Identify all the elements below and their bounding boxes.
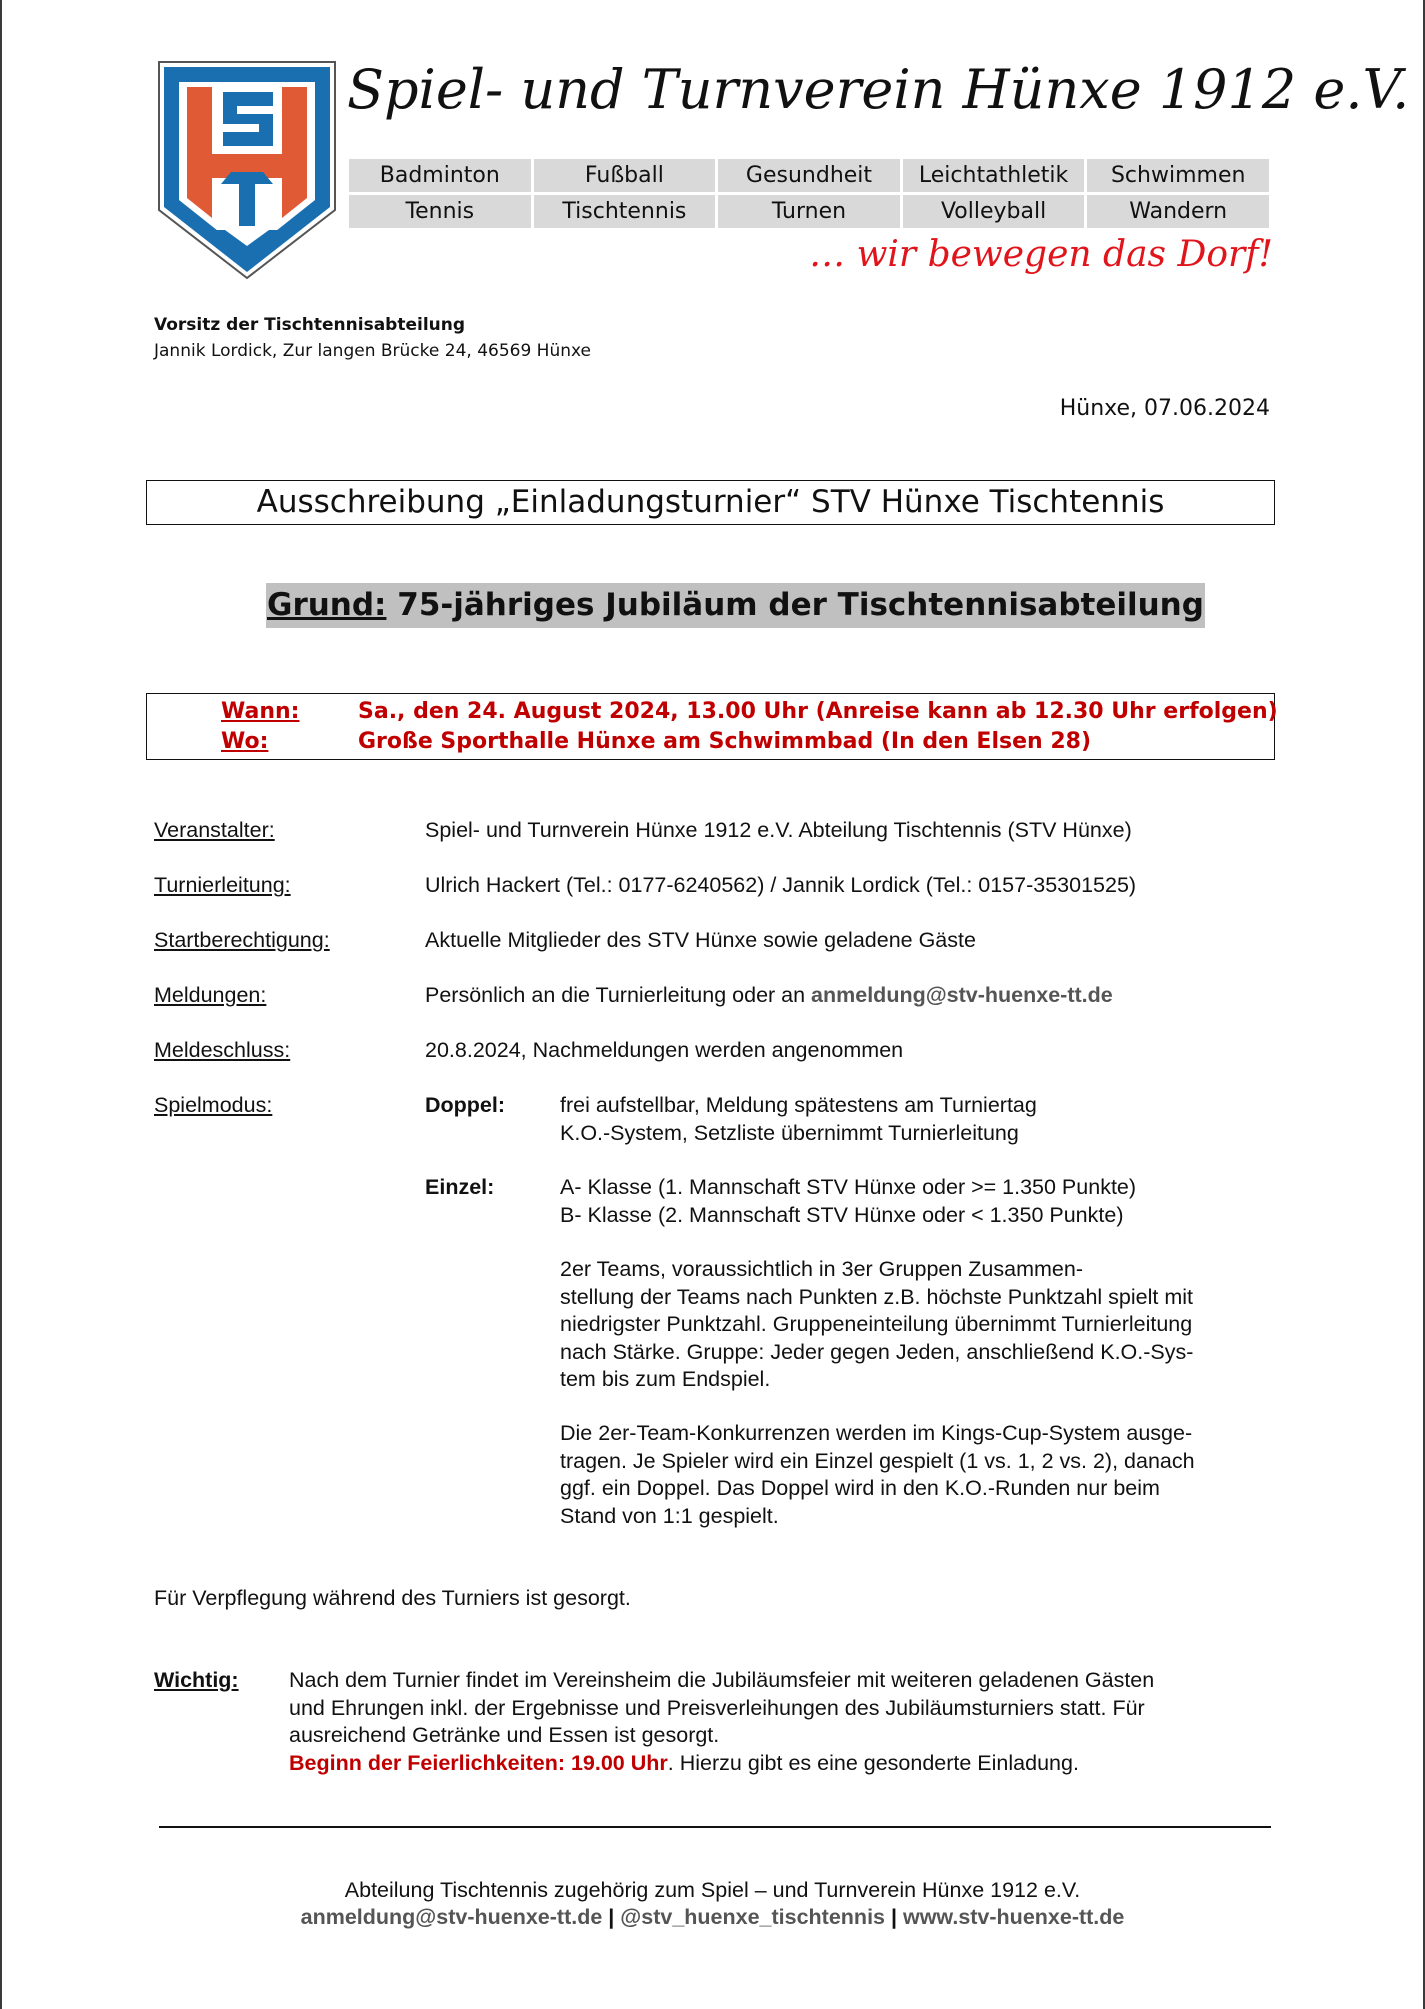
paragraph-line: stellung der Teams nach Punkten z.B. höchste Punktzahl spielt mit [560,1284,1194,1309]
important-label: Wichtig: [154,1668,239,1692]
singles-text [560,1174,1280,1229]
important-suffix: . Hierzu gibt es eine gesonderte Einladung. [667,1750,1079,1775]
important-line: Nach dem Turnier findet im Vereinsheim die Jubiläumsfeier mit weiteren geladenen Gästen [289,1668,1155,1692]
reason-banner [266,583,1205,628]
department-gesundheit[interactable]: Gesundheit [718,159,900,192]
footer-divider [159,1826,1271,1828]
club-title: Spiel- und Turnverein Hünxe 1912 e.V. [347,58,1410,121]
footer-instagram-link[interactable]: @stv_huenxe_tischtennis [620,1905,885,1929]
slogan: … wir bewegen das Dorf! [809,234,1273,275]
footer-website-link[interactable]: www.stv-huenxe-tt.de [902,1905,1125,1929]
department-turnen[interactable]: Turnen [718,195,900,228]
singles-line: B- Klasse (2. Mannschaft STV Hünxe oder < 1.350 Punkte) [560,1202,1124,1227]
paragraph-line: ggf. ein Doppel. Das Doppel wird in den K.O.-Runden nur beim [560,1476,1160,1500]
when-row [221,697,1278,727]
sender-address: Jannik Lordick, Zur langen Brücke 24, 46569 Hünxe [154,341,592,361]
kings-cup-paragraph [560,1420,1280,1530]
footer-separator: | [885,1905,903,1929]
detail-label: Turnierleitung: [154,873,291,897]
detail-value: Spiel- und Turnverein Hünxe 1912 e.V. Abteilung Tischtennis (STV Hünxe) [425,818,1132,842]
footer-email-link[interactable]: anmeldung@stv-huenxe-tt.de [300,1905,603,1929]
doubles-line: frei aufstellbar, Meldung spätestens am Turniertag [560,1093,1037,1117]
department-volleyball[interactable]: Volleyball [903,195,1085,228]
department-grid [349,159,1269,228]
department-wandern[interactable]: Wandern [1087,195,1269,228]
date-line: Hünxe, 07.06.2024 [1059,396,1270,421]
when-value: Sa., den 24. August 2024, 13.00 Uhr (Anreise kann ab 12.30 Uhr erfolgen) [358,699,1278,724]
department-badminton[interactable]: Badminton [349,159,531,192]
where-row [221,727,1091,757]
detail-value: Ulrich Hackert (Tel.: 0177-6240562) / Jannik Lordick (Tel.: 0157-35301525) [425,873,1137,897]
singles-line: A- Klasse (1. Mannschaft STV Hünxe oder >= 1.350 Punkte) [560,1175,1137,1199]
footer-separator: | [602,1905,621,1929]
paragraph-line: nach Stärke. Gruppe: Jeder gegen Jeden, anschließend K.O.-Sys- [560,1339,1194,1364]
registration-email-link[interactable]: anmeldung@stv-huenxe-tt.de [811,983,1113,1007]
reason-text: 75-jähriges Jubiläum der Tischtennisabteilung [386,587,1204,623]
detail-label: Veranstalter: [154,818,275,842]
paragraph-line: niedrigster Punktzahl. Gruppeneinteilung übernimmt Turnierleitung [560,1312,1193,1336]
game-mode-label: Spielmodus: [154,1093,273,1117]
sender-title: Vorsitz der Tischtennisabteilung [154,315,466,335]
footer-affiliation: Abteilung Tischtennis zugehörig zum Spiel – und Turnverein Hünxe 1912 e.V. [344,1878,1081,1902]
when-label: Wann: [221,699,300,724]
department-tischtennis[interactable]: Tischtennis [534,195,716,228]
reason-label: Grund: [267,587,387,623]
club-crest-shield-icon [157,60,337,280]
celebration-start-time: Beginn der Feierlichkeiten: 19.00 Uhr [289,1750,668,1775]
team-format-paragraph [560,1256,1280,1394]
detail-value: 20.8.2024, Nachmeldungen werden angenommen [425,1038,904,1062]
paragraph-line: Stand von 1:1 gespielt. [560,1503,779,1528]
important-highlight-line [289,1750,1279,1778]
paragraph-line: tem bis zum Endspiel. [560,1367,771,1391]
department-leichtathletik[interactable]: Leichtathletik [903,159,1085,192]
when-where-box [146,693,1278,760]
doubles-label: Doppel: [425,1093,506,1117]
important-text [289,1667,1279,1777]
department-tennis[interactable]: Tennis [349,195,531,228]
paragraph-line: Die 2er-Team-Konkurrenzen werden im Kings-Cup-System ausge- [560,1421,1193,1445]
important-line: ausreichend Getränke und Essen ist gesorgt. [289,1723,720,1747]
detail-label: Meldeschluss: [154,1038,291,1062]
paragraph-line: 2er Teams, voraussichtlich in 3er Gruppen Zusammen- [560,1257,1083,1281]
where-label: Wo: [221,729,269,754]
registration-text: Persönlich an die Turnierleitung oder an [425,983,812,1007]
detail-value [425,982,1113,1009]
important-line: und Ehrungen inkl. der Ergebnisse und Preisverleihungen des Jubiläumsturniers statt. Für [289,1695,1145,1720]
page-edge-left [0,0,2,2009]
where-value: Große Sporthalle Hünxe am Schwimmbad (In den Elsen 28) [358,729,1091,754]
doubles-text [560,1092,1280,1147]
doubles-line: K.O.-System, Setzliste übernimmt Turnierleitung [560,1120,1019,1145]
detail-label: Meldungen: [154,983,267,1007]
singles-label: Einzel: [425,1175,495,1199]
detail-label: Startberechtigung: [154,928,330,952]
paragraph-line: tragen. Je Spieler wird ein Einzel gespielt (1 vs. 1, 2 vs. 2), danach [560,1448,1195,1473]
department-schwimmen[interactable]: Schwimmen [1087,159,1269,192]
department-fussball[interactable]: Fußball [534,159,716,192]
footer-links [0,1904,1425,1931]
detail-value: Aktuelle Mitglieder des STV Hünxe sowie geladene Gäste [425,928,976,952]
subject-heading: Ausschreibung „Einladungsturnier“ STV Hünxe Tischtennis [146,480,1275,525]
catering-note: Für Verpflegung während des Turniers ist gesorgt. [154,1586,631,1610]
